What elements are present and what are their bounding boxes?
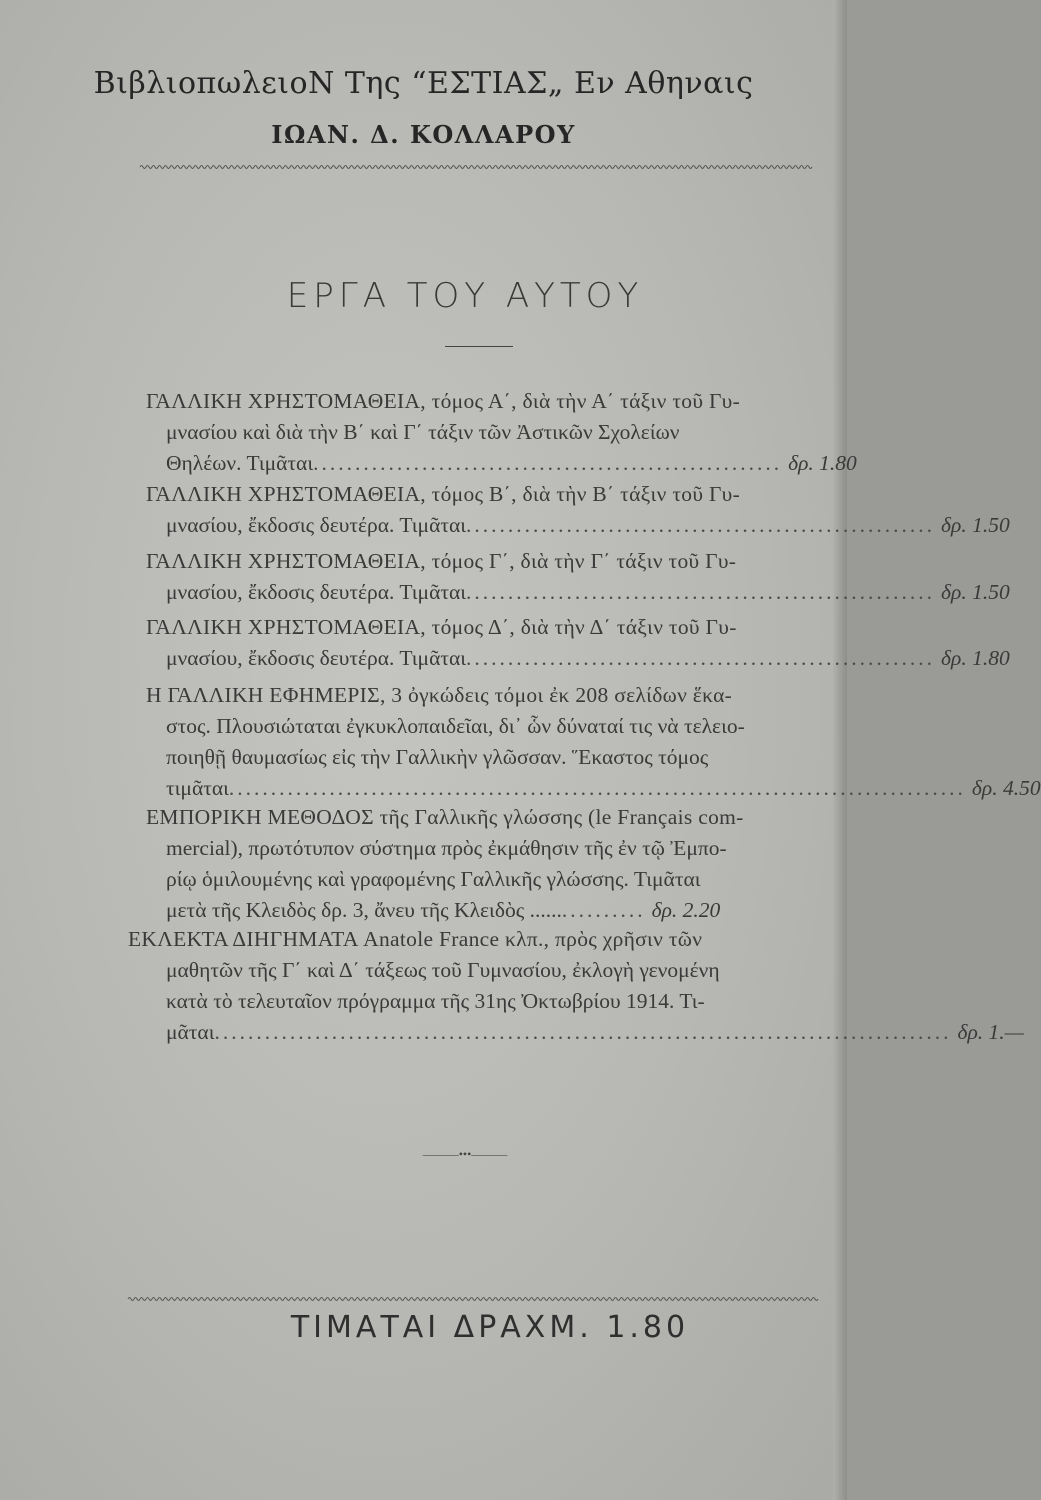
entry-line: Η ΓΑΛΛΙΚΗ ΕΦΗΜΕΡΙΣ, 3 ὀγκώδεις τόμοι ἐκ 208 σελίδων ἕκα- (146, 683, 733, 707)
entry-line: ΓΑΛΛΙΚΗ ΧΡΗΣΤΟΜΑΘΕΙΑ, τόμος Δ΄, διὰ τὴν Δ΄ τάξιν τοῦ Γυ- (146, 615, 737, 639)
entry-price: δρ. 1.80 (788, 451, 857, 475)
catalog-entry-6: ΕΜΠΟΡΙΚΗ ΜΕΘΟΔΟΣ τῆς Γαλλικῆς γλώσσης (le Français com- mercial), πρωτότυπον σύστημα πρὸς ἐκμάθησιν τῆς ἐν τῷ Ἐμπο- ρίῳ ὁμιλουμένης καὶ γραφομένης Γαλλικῆς γλώσσης. Τιμᾶται μετὰ τῆς Κλειδὸς δρ. 3, ἄνευ τῆς Κλειδὸς ................ δρ. 2.20 (146, 802, 816, 926)
entry-price: δρ. 1.50 (941, 580, 1010, 604)
section-title: ΕΡΓΑ ΤΟΥ ΑΥΤΟΥ (286, 276, 644, 316)
entry-line: mercial), πρωτότυπον σύστημα πρὸς ἐκμάθησιν τῆς ἐν τῷ Ἐμπο- (166, 836, 727, 860)
entry-price: δρ. 4.50 (971, 776, 1041, 800)
publisher-name: ΙΩΑΝ. Δ. ΚΟΛΛΑΡΟΥ (271, 120, 576, 149)
cover-price: ΤΙΜΑΤΑΙ ΔΡΑΧΜ. 1.80 (290, 1310, 690, 1345)
entry-price: δρ. 1.80 (941, 646, 1010, 670)
entry-line: ποιηθῇ θαυμασίως εἰς τὴν Γαλλικὴν γλῶσσαν. Ἕκαστος τόμος (166, 745, 709, 769)
entry-line: μαθητῶν τῆς Γ΄ καὶ Δ΄ τάξεως τοῦ Γυμνασίου, ἐκλογὴ γενομένη (166, 958, 720, 982)
catalog-entry-7: ΕΚΛΕΚΤΑ ΔΙΗΓΗΜΑΤΑ Anatole France κλπ., πρὸς χρῆσιν τῶν μαθητῶν τῆς Γ΄ καὶ Δ΄ τάξεως τοῦ Γυμνασίου, ἐκλογὴ γενομένη κατὰ τὸ τελευταῖον πρόγραμμα τῆς 31ης Ὀκτωβρίου 1914. Τι- μᾶται........................................................................................ δρ. 1.— (128, 924, 818, 1048)
entry-line: μνασίου καὶ διὰ τὴν Β΄ καὶ Γ΄ τάξιν τῶν Ἀστικῶν Σχολείων (166, 420, 680, 444)
entry-line: μᾶται (166, 1020, 215, 1044)
catalog-entry-1: ΓΑΛΛΙΚΗ ΧΡΗΣΤΟΜΑΘΕΙΑ, τόμος Α΄, διὰ τὴν Α΄ τάξιν τοῦ Γυ- μνασίου καὶ διὰ τὴν Β΄ καὶ Γ΄ τάξιν τῶν Ἀστικῶν Σχολείων Θηλέων. Τιμᾶται........................................................ δρ. 1.80 (146, 386, 816, 479)
entry-line: ΓΑΛΛΙΚΗ ΧΡΗΣΤΟΜΑΘΕΙΑ, τόμος Α΄, διὰ τὴν Α΄ τάξιν τοῦ Γυ- (146, 389, 741, 413)
entry-line: μετὰ τῆς Κλειδὸς δρ. 3, ἄνευ τῆς Κλειδὸς ...... (166, 898, 562, 922)
catalog-entry-2: ΓΑΛΛΙΚΗ ΧΡΗΣΤΟΜΑΘΕΙΑ, τόμος Β΄, διὰ τὴν Β΄ τάξιν τοῦ Γυ- μνασίου, ἔκδοσις δευτέρα. Τιμᾶται........................................................ δρ. 1.50 (146, 479, 816, 541)
entry-line: Θηλέων. Τιμᾶται (166, 451, 314, 475)
entry-line: ΓΑΛΛΙΚΗ ΧΡΗΣΤΟΜΑΘΕΙΑ, τόμος Β΄, διὰ τὴν Β΄ τάξιν τοῦ Γυ- (146, 482, 741, 506)
entry-line: στος. Πλουσιώταται ἐγκυκλοπαιδεῖαι, δι᾽ ὧν δύναταί τις νὰ τελειο- (166, 714, 745, 738)
entry-line: ΕΜΠΟΡΙΚΗ ΜΕΘΟΔΟΣ τῆς Γαλλικῆς γλώσσης (le Français com- (146, 805, 744, 829)
entry-price: δρ. 1.— (957, 1020, 1024, 1044)
entry-line: ρίῳ ὁμιλουμένης καὶ γραφομένης Γαλλικῆς γλώσσης. Τιμᾶται (166, 867, 701, 891)
entry-line: μνασίου, ἔκδοσις δευτέρα. Τιμᾶται (166, 513, 467, 537)
entry-line: ΕΚΛΕΚΤΑ ΔΙΗΓΗΜΑΤΑ Anatole France κλπ., πρὸς χρῆσιν τῶν (128, 927, 703, 951)
catalog-entry-5: Η ΓΑΛΛΙΚΗ ΕΦΗΜΕΡΙΣ, 3 ὀγκώδεις τόμοι ἐκ 208 σελίδων ἕκα- στος. Πλουσιώταται ἐγκυκλοπαιδεῖαι, δι᾽ ὧν δύναταί τις νὰ τελειο- ποιηθῇ θαυμασίως εἰς τὴν Γαλλικὴν γλῶσσαν. Ἕκαστος τόμος τιμᾶται........................................................................................ δρ. 4.50 (146, 680, 816, 804)
entry-line: μνασίου, ἔκδοσις δευτέρα. Τιμᾶται (166, 646, 467, 670)
page-edge (833, 0, 847, 1500)
wavy-rule-bottom (128, 1294, 818, 1304)
entry-line: κατὰ τὸ τελευταῖον πρόγραμμα τῆς 31ης Ὀκτωβρίου 1914. Τι- (166, 989, 705, 1013)
entry-line: ΓΑΛΛΙΚΗ ΧΡΗΣΤΟΜΑΘΕΙΑ, τόμος Γ΄, διὰ τὴν Γ΄ τάξιν τοῦ Γυ- (146, 549, 737, 573)
catalog-entry-4: ΓΑΛΛΙΚΗ ΧΡΗΣΤΟΜΑΘΕΙΑ, τόμος Δ΄, διὰ τὴν Δ΄ τάξιν τοῦ Γυ- μνασίου, ἔκδοσις δευτέρα. Τιμᾶται........................................................ δρ. 1.80 (146, 612, 816, 674)
catalog-entry-3: ΓΑΛΛΙΚΗ ΧΡΗΣΤΟΜΑΘΕΙΑ, τόμος Γ΄, διὰ τὴν Γ΄ τάξιν τοῦ Γυ- μνασίου, ἔκδοσις δευτέρα. Τιμᾶται........................................................ δρ. 1.50 (146, 546, 816, 608)
entry-line: τιμᾶται (166, 776, 229, 800)
publisher-line: ΒιβλιοπωλειοΝ Της “ΕΣΤΙΑΣ„ Εν Αθηναις (93, 66, 754, 101)
wavy-rule-top (140, 162, 812, 172)
ornamental-divider: ———•••——— (422, 1147, 508, 1161)
entry-price: δρ. 2.20 (651, 898, 721, 922)
title-underline (445, 346, 513, 347)
entry-price: δρ. 1.50 (941, 513, 1010, 537)
entry-line: μνασίου, ἔκδοσις δευτέρα. Τιμᾶται (166, 580, 467, 604)
